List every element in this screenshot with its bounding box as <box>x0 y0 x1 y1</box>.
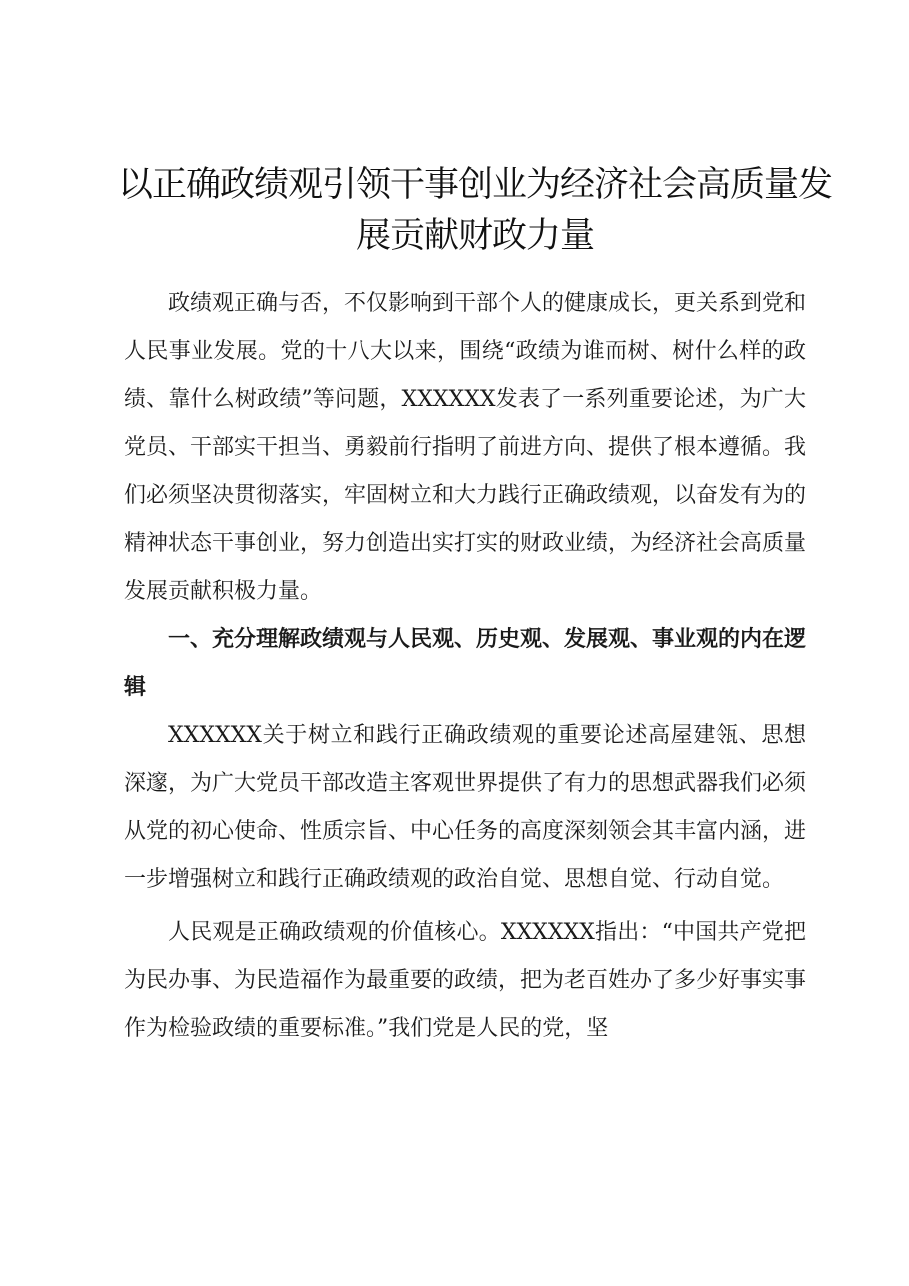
intro-paragraph: 政绩观正确与否，不仅影响到干部个人的健康成长，更关系到党和人民事业发展。党的十八大以来，围绕“政绩为谁而树、树什么样的政绩、靠什么树政绩”等问题，XXXXXX发表了一系列重要论述，为广大党员、干部实干担当、勇毅前行指明了前进方向、提供了根本遵循。我们必须坚决贯彻落实，牢固树立和大力践行正确政绩观，以奋发有为的精神状态干事创业，努力创造出实打实的财政业绩，为经济社会高质量发展贡献积极力量。 <box>124 291 807 604</box>
section-1-paragraph-1: XXXXXX关于树立和践行正确政绩观的重要论述高屋建瓴、思想深邃，为广大党员干部改造主客观世界提供了有力的思想武器我们必须从党的初心使命、性质宗旨、中心任务的高度深刻领会其丰富内涵，进一步增强树立和践行正确政绩观的政治自觉、思想自觉、行动自觉。 <box>124 723 807 892</box>
document-body <box>124 280 806 1053</box>
section-heading-1: 一、充分理解政绩观与人民观、历史观、发展观、事业观的内在逻辑 <box>124 627 807 700</box>
document-title: 以正确政绩观引领干事创业为经济社会高质量发展贡献财政力量 <box>117 165 832 256</box>
section-1-paragraph-2: 人民观是正确政绩观的价值核心。XXXXXX指出：“中国共产党把为民办事、为民造福作为最重要的政绩，把为老百姓办了多少好事实事作为检验政绩的重要标准。”我们党是人民的党，坚 <box>124 920 807 1041</box>
